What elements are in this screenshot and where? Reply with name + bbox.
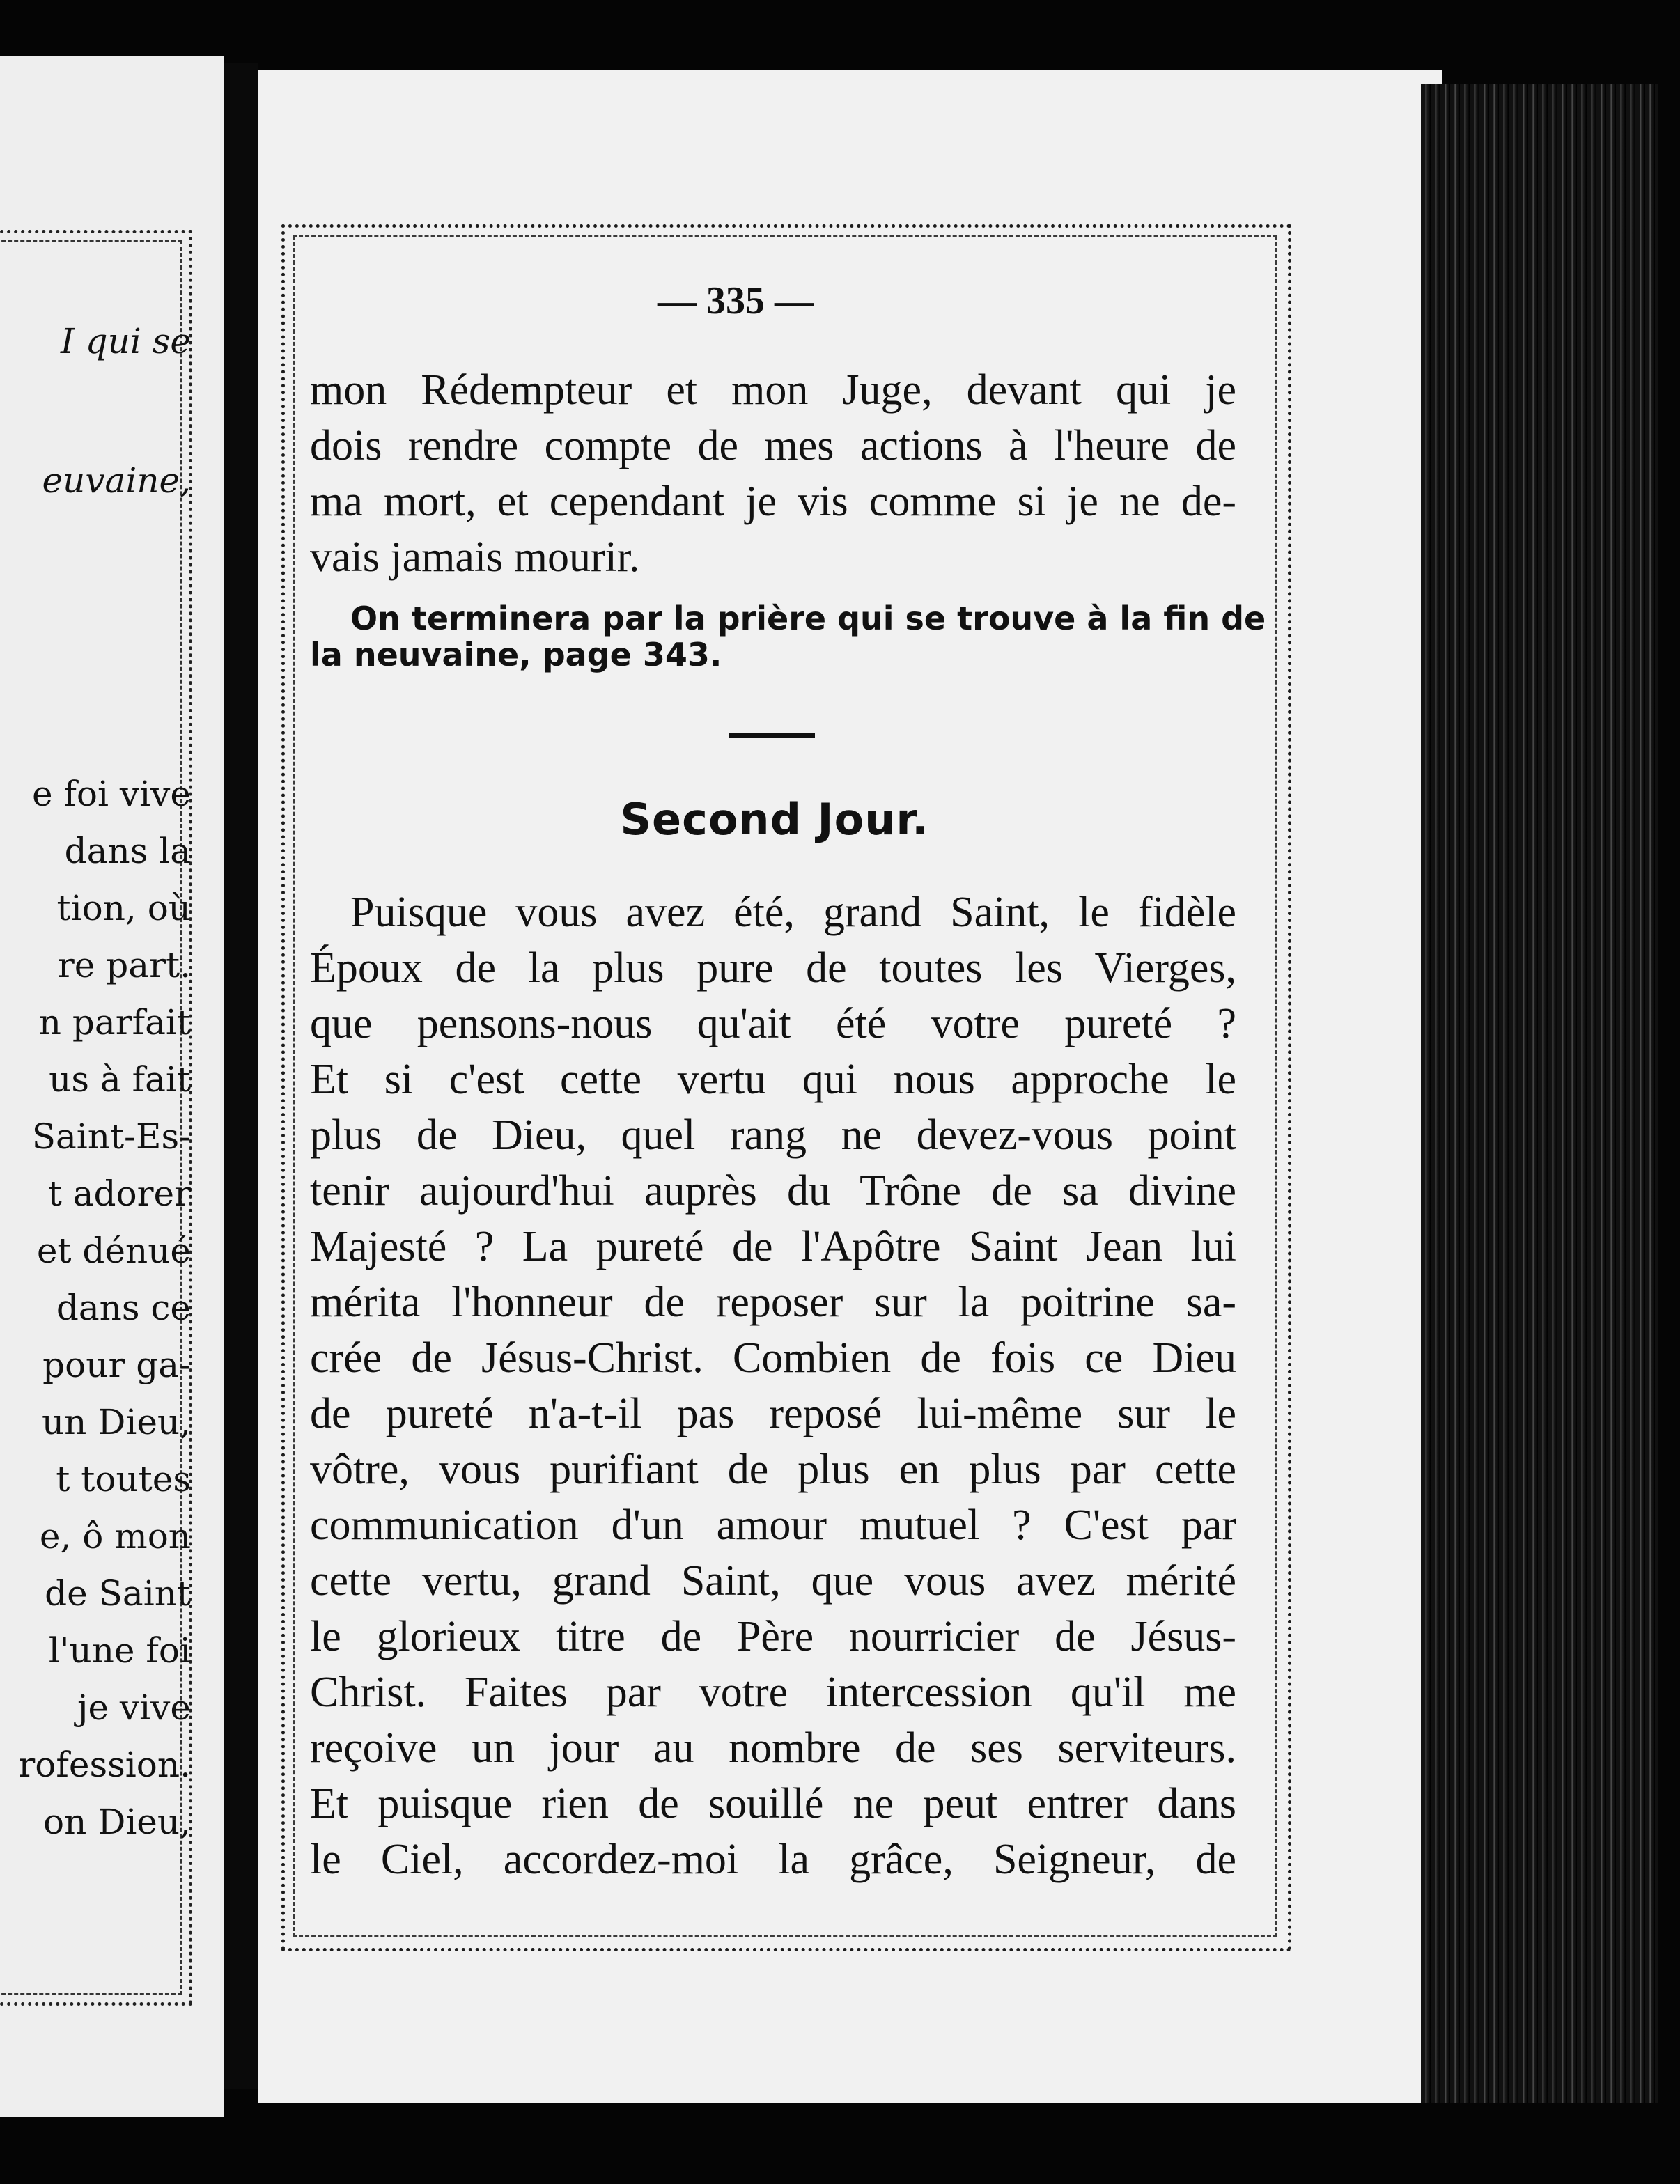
book-gutter [224,63,258,2089]
previous-page-line: euvaine, [42,460,191,501]
previous-page [0,56,224,2117]
previous-page-line: us à fait [49,1059,191,1100]
text-line: Et si c'est cette vertu qui nous approche le [310,1056,1236,1103]
previous-page-line: rofession. [18,1745,191,1785]
section-title: Second Jour. [620,794,929,845]
page-edges [1421,84,1658,2103]
previous-page-line: et dénué [36,1231,191,1271]
previous-page-line: I qui se [61,321,191,361]
previous-page-line: re part. [57,945,191,985]
previous-page-line: dans la [64,831,191,871]
previous-page-line: e foi vive [31,774,191,814]
previous-page-line: t toutes [56,1459,191,1499]
text-line: Majesté ? La pureté de l'Apôtre Saint Jean lui [310,1223,1236,1270]
previous-page-line: e, ô mon [39,1516,191,1557]
previous-page-line: un Dieu, [41,1402,191,1442]
previous-page-line: t adorer [47,1173,191,1214]
previous-page-line: pour ga- [42,1345,191,1385]
previous-page-line: on Dieu, [43,1802,191,1842]
previous-page-line: je vive [77,1687,191,1728]
rubric-note [310,600,1266,673]
text-line: mon Rédempteur et mon Juge, devant qui je [310,366,1236,414]
previous-page-line: Saint-Es- [31,1116,191,1157]
text-line: cette vertu, grand Saint, que vous avez mérité [310,1557,1236,1605]
text-line: dois rendre compte de mes actions à l'heure de [310,422,1236,469]
text-line: Et puisque rien de souillé ne peut entrer dans [310,1780,1236,1827]
text-line: communication d'un amour mutuel ? C'est par [310,1502,1236,1549]
text-line: Époux de la plus pure de toutes les Vierges, [310,944,1236,992]
text-line: plus de Dieu, quel rang ne devez-vous point [310,1112,1236,1159]
opening-paragraph [310,362,1236,585]
text-line: crée de Jésus-Christ. Combien de fois ce Dieu [310,1334,1236,1382]
text-line: vôtre, vous purifiant de plus en plus par cette [310,1446,1236,1493]
previous-page-line: de Saint [45,1573,191,1614]
previous-page-line: tion, où [56,888,191,928]
text-line: le Ciel, accordez-moi la grâce, Seigneur, de [310,1836,1236,1883]
text-line: Puisque vous avez été, grand Saint, le fidèle [350,889,1236,936]
text-line: vais jamais mourir. [310,533,640,581]
body-paragraph [310,884,1236,1887]
text-line: Christ. Faites par votre intercession qu'il me [310,1669,1236,1716]
note-line: la neuvaine, page 343. [310,636,722,673]
previous-page-line: l'une foi [48,1630,191,1671]
note-line: On terminera par la prière qui se trouve à la fin de [350,600,1266,637]
text-line: le glorieux titre de Père nourricier de Jésus- [310,1613,1236,1660]
text-line: mérita l'honneur de reposer sur la poitrine sa- [310,1279,1236,1326]
text-line: reçoive un jour au nombre de ses serviteurs. [310,1724,1236,1772]
previous-page-line: n parfait [38,1002,191,1043]
page-number: — 335 — [658,279,814,322]
text-line: de pureté n'a-t-il pas reposé lui-même sur le [310,1390,1236,1437]
section-divider [729,733,815,738]
text-line: ma mort, et cependant je vis comme si je ne de- [310,478,1236,525]
text-line: que pensons-nous qu'ait été votre pureté ? [310,1000,1236,1047]
previous-page-line: dans ce [56,1288,191,1328]
text-line: tenir aujourd'hui auprès du Trône de sa divine [310,1167,1236,1215]
